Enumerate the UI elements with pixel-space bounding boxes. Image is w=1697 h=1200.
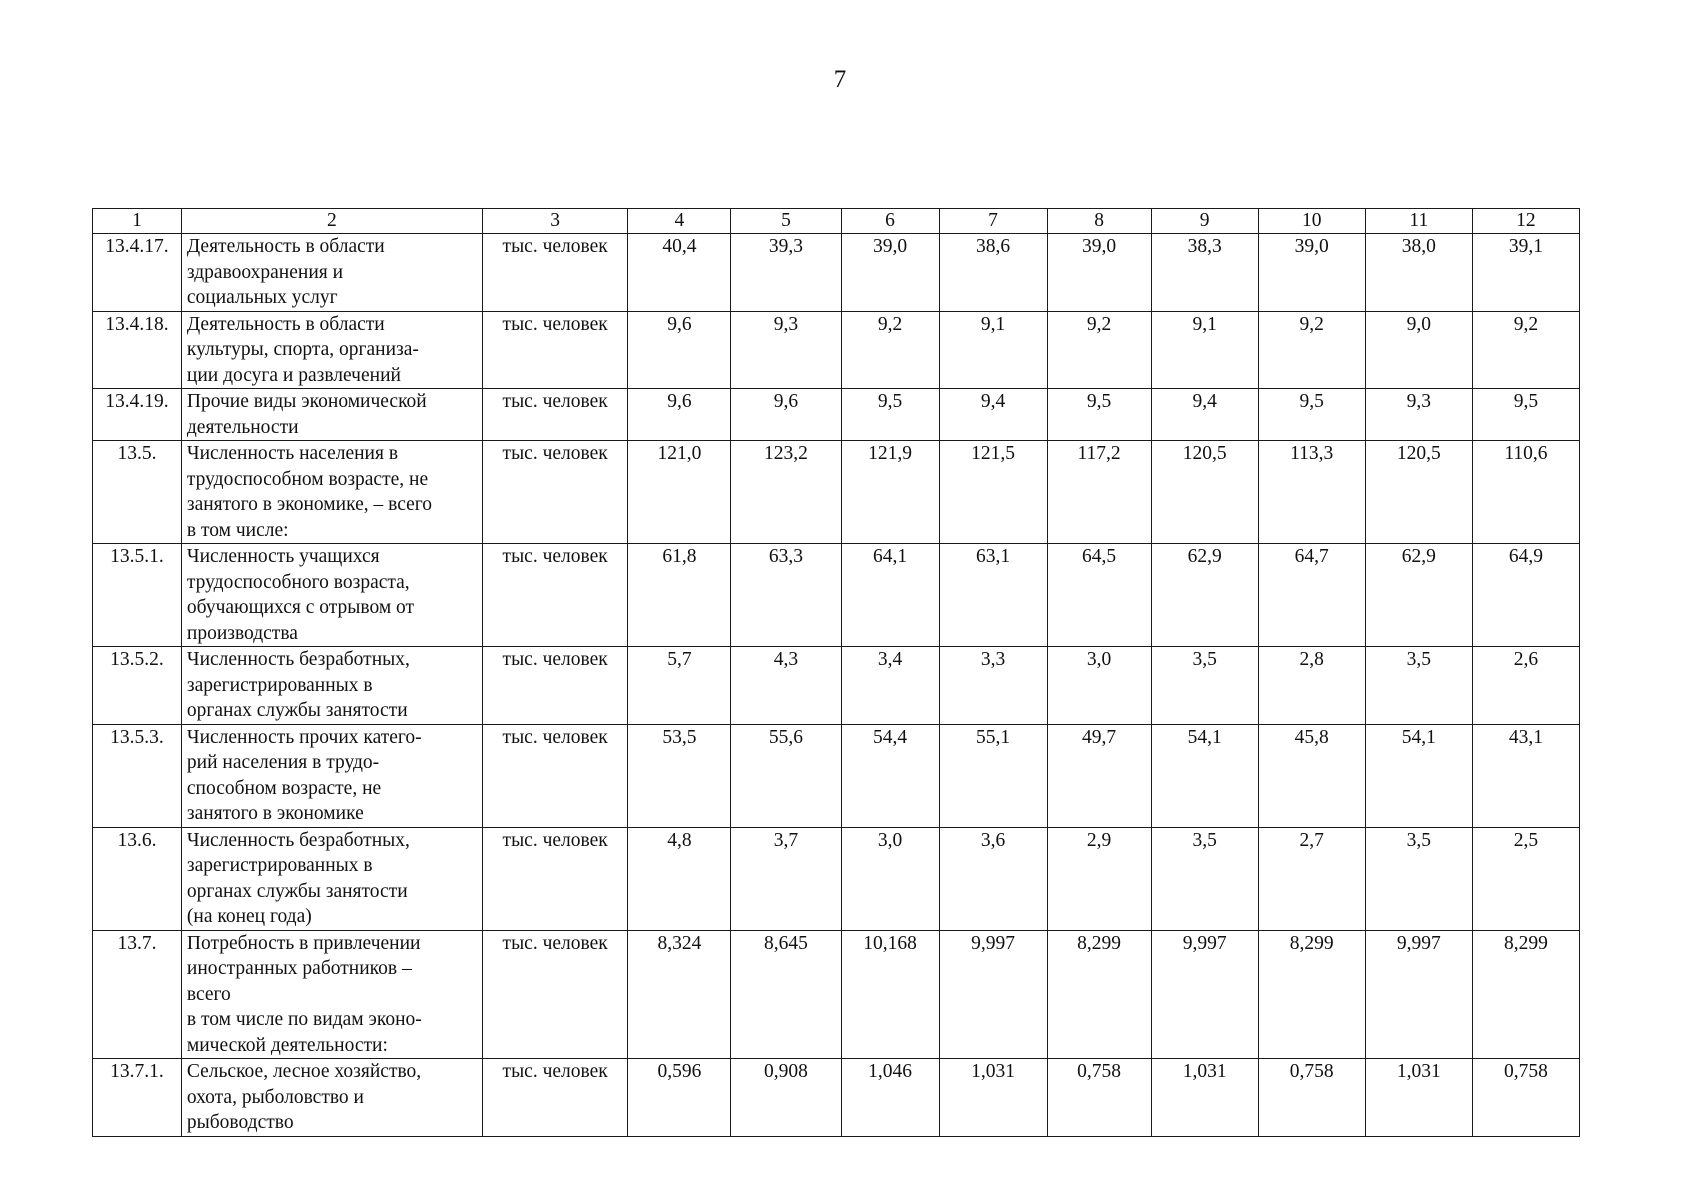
- row-value-col-9: 1,031: [1151, 1059, 1258, 1137]
- row-value-col-12: 43,1: [1472, 724, 1579, 827]
- column-number-4: 4: [628, 209, 731, 234]
- row-value-col-9: 9,4: [1151, 389, 1258, 441]
- row-value-col-10: 0,758: [1258, 1059, 1365, 1137]
- row-code: 13.5.2.: [93, 647, 182, 725]
- row-value-col-4: 0,596: [628, 1059, 731, 1137]
- row-value-col-4: 9,6: [628, 311, 731, 389]
- row-value-col-6: 54,4: [841, 724, 939, 827]
- table-body: [93, 234, 1580, 1137]
- row-value-col-9: 9,997: [1151, 930, 1258, 1059]
- column-number-7: 7: [939, 209, 1047, 234]
- table-row: [93, 827, 1580, 930]
- row-value-col-4: 4,8: [628, 827, 731, 930]
- row-value-col-12: 9,2: [1472, 311, 1579, 389]
- row-indicator-name: Численность населения в трудоспособном возрасте, не занятого в экономике, – всего в том числе:: [181, 441, 482, 544]
- row-value-col-6: 3,4: [841, 647, 939, 725]
- row-value-col-11: 1,031: [1365, 1059, 1472, 1137]
- row-value-col-11: 38,0: [1365, 234, 1472, 312]
- row-indicator-name: Численность учащихся трудоспособного возраста, обучающихся с отрывом от производства: [181, 544, 482, 647]
- row-indicator-name: Сельское, лесное хозяйство, охота, рыболовство и рыбоводство: [181, 1059, 482, 1137]
- row-value-col-9: 9,1: [1151, 311, 1258, 389]
- row-value-col-5: 9,6: [731, 389, 841, 441]
- row-unit: тыс. человек: [482, 724, 627, 827]
- row-indicator-name: Потребность в привлечении иностранных работников – всего в том числе по видам эконо- мической деятельности:: [181, 930, 482, 1059]
- row-value-col-5: 4,3: [731, 647, 841, 725]
- row-indicator-name: Деятельность в области культуры, спорта, организа- ции досуга и развлечений: [181, 311, 482, 389]
- row-code: 13.5.: [93, 441, 182, 544]
- row-value-col-12: 2,6: [1472, 647, 1579, 725]
- row-value-col-11: 54,1: [1365, 724, 1472, 827]
- table-row: [93, 647, 1580, 725]
- row-value-col-7: 3,3: [939, 647, 1047, 725]
- row-value-col-5: 9,3: [731, 311, 841, 389]
- row-value-col-5: 3,7: [731, 827, 841, 930]
- row-value-col-8: 3,0: [1047, 647, 1151, 725]
- column-number-12: 12: [1472, 209, 1579, 234]
- row-value-col-12: 0,758: [1472, 1059, 1579, 1137]
- row-value-col-7: 1,031: [939, 1059, 1047, 1137]
- row-unit: тыс. человек: [482, 441, 627, 544]
- row-value-col-10: 64,7: [1258, 544, 1365, 647]
- row-value-col-6: 9,5: [841, 389, 939, 441]
- row-value-col-11: 120,5: [1365, 441, 1472, 544]
- row-value-col-6: 9,2: [841, 311, 939, 389]
- row-value-col-10: 8,299: [1258, 930, 1365, 1059]
- column-number-2: 2: [181, 209, 482, 234]
- row-value-col-12: 110,6: [1472, 441, 1579, 544]
- column-number-6: 6: [841, 209, 939, 234]
- row-value-col-5: 55,6: [731, 724, 841, 827]
- row-value-col-6: 10,168: [841, 930, 939, 1059]
- row-value-col-7: 38,6: [939, 234, 1047, 312]
- column-number-row: [93, 209, 1580, 234]
- row-value-col-12: 64,9: [1472, 544, 1579, 647]
- row-value-col-7: 55,1: [939, 724, 1047, 827]
- row-value-col-12: 2,5: [1472, 827, 1579, 930]
- row-unit: тыс. человек: [482, 827, 627, 930]
- column-number-11: 11: [1365, 209, 1472, 234]
- row-value-col-10: 9,2: [1258, 311, 1365, 389]
- row-value-col-4: 53,5: [628, 724, 731, 827]
- row-value-col-11: 9,0: [1365, 311, 1472, 389]
- row-value-col-12: 8,299: [1472, 930, 1579, 1059]
- row-value-col-7: 9,1: [939, 311, 1047, 389]
- row-unit: тыс. человек: [482, 544, 627, 647]
- row-value-col-8: 2,9: [1047, 827, 1151, 930]
- row-code: 13.6.: [93, 827, 182, 930]
- row-code: 13.7.1.: [93, 1059, 182, 1137]
- row-code: 13.7.: [93, 930, 182, 1059]
- row-value-col-11: 3,5: [1365, 827, 1472, 930]
- row-value-col-5: 0,908: [731, 1059, 841, 1137]
- row-unit: тыс. человек: [482, 647, 627, 725]
- row-value-col-8: 0,758: [1047, 1059, 1151, 1137]
- row-code: 13.4.17.: [93, 234, 182, 312]
- row-value-col-4: 40,4: [628, 234, 731, 312]
- row-value-col-9: 54,1: [1151, 724, 1258, 827]
- column-number-5: 5: [731, 209, 841, 234]
- row-value-col-4: 61,8: [628, 544, 731, 647]
- page-number: 7: [833, 66, 847, 93]
- column-number-1: 1: [93, 209, 182, 234]
- table-row: [93, 234, 1580, 312]
- row-value-col-7: 3,6: [939, 827, 1047, 930]
- row-value-col-8: 39,0: [1047, 234, 1151, 312]
- row-value-col-5: 8,645: [731, 930, 841, 1059]
- row-value-col-12: 39,1: [1472, 234, 1579, 312]
- row-value-col-8: 9,2: [1047, 311, 1151, 389]
- row-value-col-11: 9,997: [1365, 930, 1472, 1059]
- row-value-col-6: 1,046: [841, 1059, 939, 1137]
- row-value-col-12: 9,5: [1472, 389, 1579, 441]
- row-value-col-10: 2,7: [1258, 827, 1365, 930]
- statistics-table: [92, 208, 1580, 1137]
- row-code: 13.4.19.: [93, 389, 182, 441]
- row-value-col-4: 5,7: [628, 647, 731, 725]
- table-row: [93, 1059, 1580, 1137]
- row-indicator-name: Численность безработных, зарегистрированных в органах службы занятости: [181, 647, 482, 725]
- row-code: 13.5.1.: [93, 544, 182, 647]
- row-value-col-7: 9,4: [939, 389, 1047, 441]
- row-code: 13.5.3.: [93, 724, 182, 827]
- row-value-col-8: 49,7: [1047, 724, 1151, 827]
- row-indicator-name: Деятельность в области здравоохранения и социальных услуг: [181, 234, 482, 312]
- row-value-col-8: 8,299: [1047, 930, 1151, 1059]
- row-unit: тыс. человек: [482, 389, 627, 441]
- row-value-col-10: 113,3: [1258, 441, 1365, 544]
- row-value-col-9: 3,5: [1151, 647, 1258, 725]
- column-number-10: 10: [1258, 209, 1365, 234]
- row-value-col-11: 9,3: [1365, 389, 1472, 441]
- row-value-col-9: 3,5: [1151, 827, 1258, 930]
- row-indicator-name: Численность безработных, зарегистрированных в органах службы занятости (на конец года): [181, 827, 482, 930]
- row-value-col-11: 62,9: [1365, 544, 1472, 647]
- row-value-col-5: 39,3: [731, 234, 841, 312]
- row-value-col-9: 62,9: [1151, 544, 1258, 647]
- table-row: [93, 389, 1580, 441]
- row-value-col-10: 39,0: [1258, 234, 1365, 312]
- column-number-8: 8: [1047, 209, 1151, 234]
- row-value-col-6: 39,0: [841, 234, 939, 312]
- table-row: [93, 724, 1580, 827]
- row-code: 13.4.18.: [93, 311, 182, 389]
- row-value-col-4: 8,324: [628, 930, 731, 1059]
- table-row: [93, 441, 1580, 544]
- row-value-col-7: 63,1: [939, 544, 1047, 647]
- row-value-col-4: 9,6: [628, 389, 731, 441]
- row-value-col-6: 121,9: [841, 441, 939, 544]
- row-value-col-11: 3,5: [1365, 647, 1472, 725]
- table-row: [93, 544, 1580, 647]
- row-unit: тыс. человек: [482, 1059, 627, 1137]
- row-value-col-10: 2,8: [1258, 647, 1365, 725]
- row-value-col-5: 123,2: [731, 441, 841, 544]
- row-unit: тыс. человек: [482, 311, 627, 389]
- column-number-9: 9: [1151, 209, 1258, 234]
- row-value-col-8: 117,2: [1047, 441, 1151, 544]
- table-row: [93, 311, 1580, 389]
- row-value-col-8: 64,5: [1047, 544, 1151, 647]
- row-value-col-6: 64,1: [841, 544, 939, 647]
- row-unit: тыс. человек: [482, 930, 627, 1059]
- row-value-col-9: 38,3: [1151, 234, 1258, 312]
- row-value-col-7: 9,997: [939, 930, 1047, 1059]
- row-value-col-7: 121,5: [939, 441, 1047, 544]
- row-value-col-4: 121,0: [628, 441, 731, 544]
- column-number-3: 3: [482, 209, 627, 234]
- row-unit: тыс. человек: [482, 234, 627, 312]
- row-value-col-8: 9,5: [1047, 389, 1151, 441]
- row-value-col-5: 63,3: [731, 544, 841, 647]
- row-value-col-6: 3,0: [841, 827, 939, 930]
- row-value-col-10: 45,8: [1258, 724, 1365, 827]
- row-indicator-name: Численность прочих катего- рий населения в трудо- способном возрасте, не занятого в экономике: [181, 724, 482, 827]
- row-value-col-9: 120,5: [1151, 441, 1258, 544]
- row-indicator-name: Прочие виды экономической деятельности: [181, 389, 482, 441]
- row-value-col-10: 9,5: [1258, 389, 1365, 441]
- table-row: [93, 930, 1580, 1059]
